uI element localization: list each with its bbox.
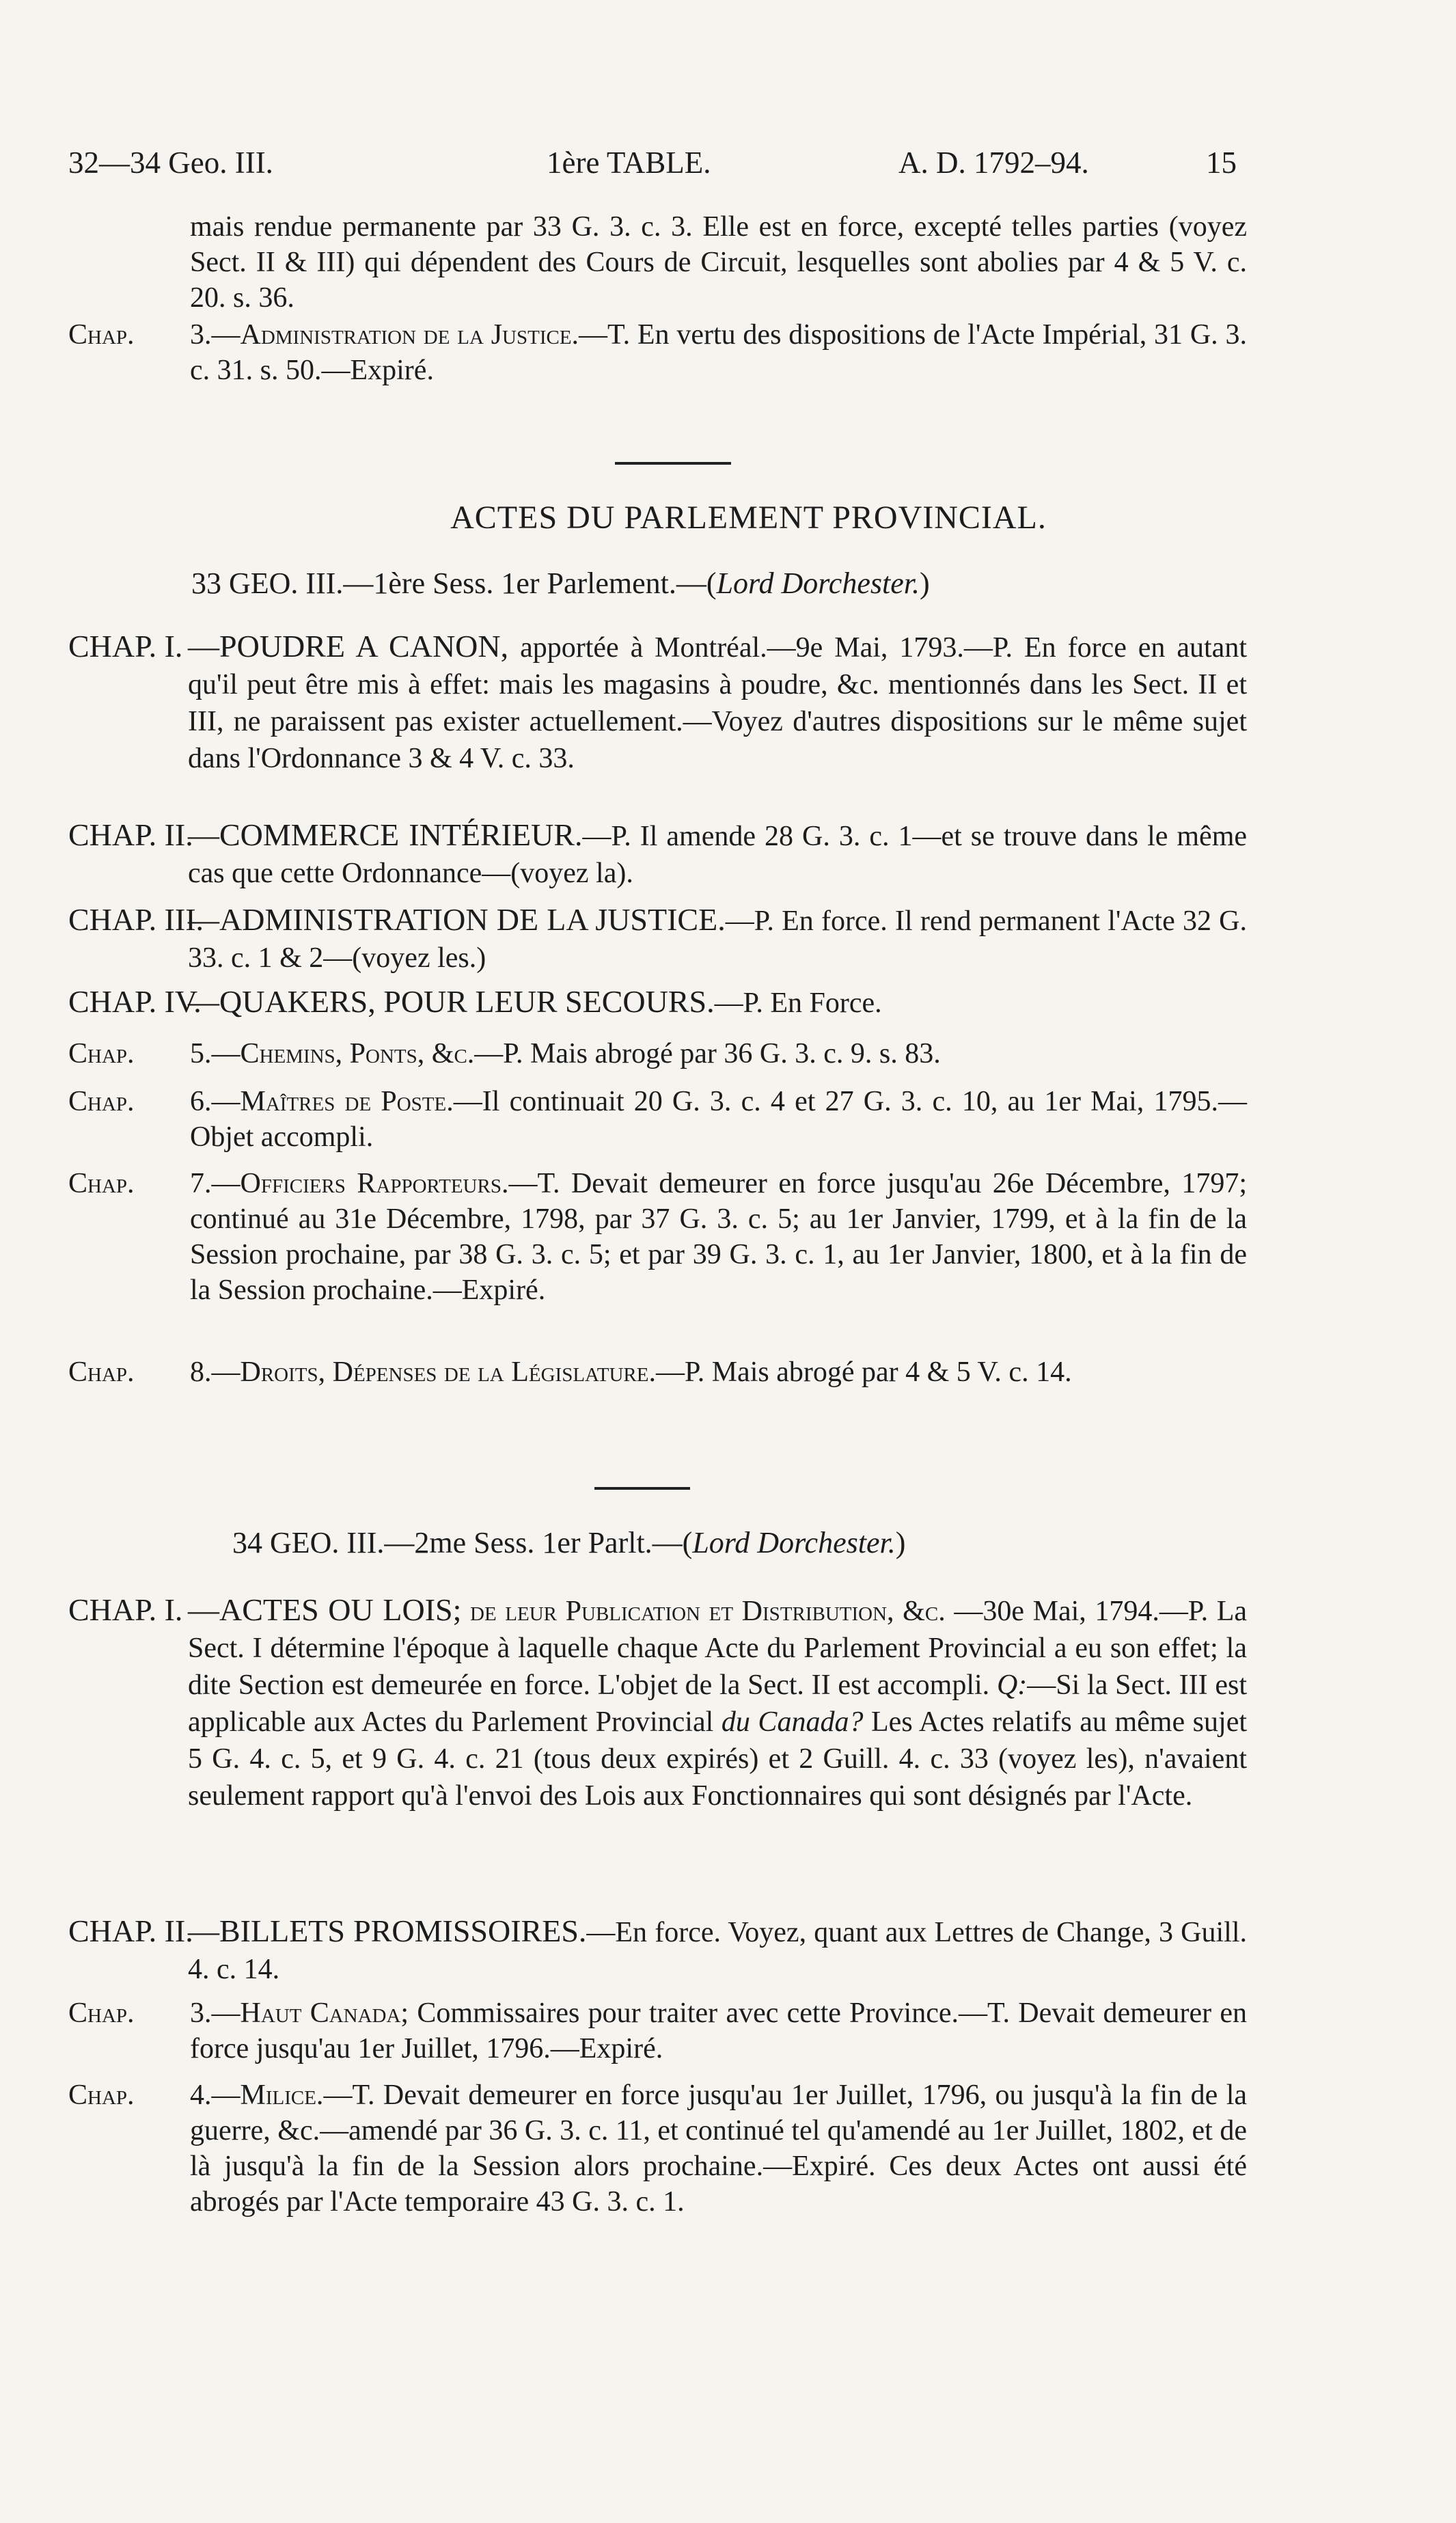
s1-chap-3-label: CHAP. III.	[68, 902, 204, 937]
s2-chap-3-title: 3.—Haut Canada;	[190, 1997, 409, 2029]
s1-chap-5-title: 5.—Chemins, Ponts, &c.	[190, 1038, 475, 1069]
page-number: 15	[1206, 146, 1237, 180]
session-1-close: )	[919, 567, 930, 600]
s1-chap-1-text: apportée à Montréal.—9e Mai, 1793.—P. En force en autant qu'il peut être mis à effet: mais les magasins à poudre, &c. mentionnés dans les Sect. II et III, ne paraissent pas exister actuellement.—Voyez d'autres dispositions sur le même sujet dans l'Ordonnance 3 & 4 V. c. 33.	[188, 632, 1247, 774]
s1-chap-8-label: Chap.	[68, 1356, 135, 1388]
s1-chap-7-label: Chap.	[68, 1168, 135, 1199]
s1-chap-2-label: CHAP. II.	[68, 817, 193, 852]
s1-chap-7-title: 7.—Officiers Rapporteurs.	[190, 1168, 509, 1199]
s2-chap-4-text: —T. Devait demeurer en force jusqu'au 1er Juillet, 1796, ou jusqu'à la fin de la guerre, &c.—amendé par 36 G. 3. c. 11, et continué tel qu'amendé au 1er Juillet, 1802, et de là jusqu'à la fin de la Session alors prochaine.—Expiré. Ces deux Actes ont aussi été abrogés par l'Acte temporaire 43 G. 3. c. 1.	[190, 2079, 1247, 2218]
s2-chap-2-title: —BILLETS PROMISSOIRES.	[188, 1913, 587, 1948]
s1-chap-6-text: —Il continuait 20 G. 3. c. 4 et 27 G. 3. c. 10, au 1er Mai, 1795.—Objet accompli.	[190, 1086, 1247, 1153]
s1-chap-2-title: —COMMERCE INTÉRIEUR.	[188, 817, 583, 852]
s1-chap-6-title: 6.—Maîtres de Poste.	[190, 1086, 454, 1117]
running-head-right: A. D. 1792–94.	[898, 146, 1089, 180]
s2-chap-4-title: 4.—Milice.	[190, 2079, 324, 2111]
s1-chap-6-label: Chap.	[68, 1086, 135, 1117]
s1-chap-5-label: Chap.	[68, 1038, 135, 1069]
session-2-text: 34 GEO. III.—2me Sess. 1er Parlt.—(	[232, 1526, 693, 1559]
chap-text: —T. En vertu des dispositions de l'Acte Impérial, 31 G. 3. c. 31. s. 50.—Expiré.	[190, 319, 1247, 386]
section-divider	[615, 462, 731, 465]
s1-chap-1-title: —POUDRE A CANON,	[188, 629, 509, 664]
s1-chap-4-title: —QUAKERS, POUR LEUR SECOURS.	[188, 984, 715, 1019]
s1-chap-2-text: —P. Il amende 28 G. 3. c. 1—et se trouve dans le même cas que cette Ordonnance—(voyez la).	[188, 821, 1248, 889]
s1-chap-4-text: —P. En Force.	[714, 987, 882, 1019]
session-2-governor: Lord Dorchester.	[692, 1526, 896, 1559]
s2-chap-2-text: —En force. Voyez, quant aux Lettres de Change, 3 Guill. 4. c. 14.	[188, 1917, 1247, 1985]
s2-chap-1-q: Q:	[996, 1669, 1028, 1701]
section-heading: ACTES DU PARLEMENT PROVINCIAL.	[450, 500, 1047, 536]
s2-chap-1-text-b: —Si la Sect. III est applicable aux Actes du Parlement Provincial	[188, 1669, 1248, 1738]
s2-chap-1-title: —ACTES OU LOIS;	[188, 1592, 462, 1627]
running-head-center: 1ère TABLE.	[547, 146, 711, 180]
s2-chap-3-text: Commissaires pour traiter avec cette Province.—T. Devait demeurer en force jusqu'au 1er Juillet, 1796.—Expiré.	[190, 1997, 1247, 2064]
s2-chap-1-text-a: —30e Mai, 1794.—P. La Sect. I détermine l'époque à laquelle chaque Acte du Parlement Provincial a eu son effet; la dite Section est demeurée en force. L'objet de la Sect. II est accompli.	[188, 1596, 1248, 1701]
chap-number: 3.	[190, 319, 212, 351]
s2-chap-2-label: CHAP. II.	[68, 1913, 193, 1948]
s1-chap-3-text: —P. En force. Il rend permanent l'Acte 32 G. 33. c. 1 & 2—(voyez les.)	[188, 905, 1247, 974]
s2-chap-4-label: Chap.	[68, 2079, 135, 2111]
session-1-heading	[191, 564, 930, 603]
s2-chap-1-text-c: Les Actes relatifs au même sujet 5 G. 4. c. 5, et 9 G. 4. c. 21 (tous deux expirés) et 2 Guill. 4. c. 33 (voyez les), n'avaient seulement rapport qu'à l'envoi des Lois aux Fonctionnaires qui sont désignés par l'Acte.	[188, 1706, 1248, 1812]
s1-chap-1-label: CHAP. I.	[68, 629, 183, 664]
s2-chap-3-label: Chap.	[68, 1997, 135, 2029]
session-2-close: )	[895, 1526, 906, 1559]
session-2-heading	[232, 1524, 905, 1562]
s1-chap-7-text: —T. Devait demeurer en force jusqu'au 26e Décembre, 1797; continué au 31e Décembre, 1798, par 37 G. 3. c. 5; au 1er Janvier, 1799, et à la fin de la Session prochaine, par 38 G. 3. c. 5; et par 39 G. 3. c. 1, au 1er Janvier, 1800, et à la fin de la Session prochaine.—Expiré.	[190, 1168, 1247, 1306]
s2-chap-1-label: CHAP. I.	[68, 1592, 183, 1627]
continuation-paragraph: mais rendue permanente par 33 G. 3. c. 3. Elle est en force, excepté telles parties (voyez Sect. II & III) qui dépendent des Cours de Circuit, lesquelles sont abolies par 4 & 5 V. c. 20. s. 36.	[190, 211, 1247, 314]
session-divider	[594, 1487, 690, 1490]
s1-chap-5-text: —P. Mais abrogé par 36 G. 3. c. 9. s. 83.	[474, 1038, 941, 1069]
document-page: 32—34 Geo. III. 1ère TABLE. A. D. 1792–94. 15 mais rendue permanente par 33 G. 3. c. 3. Elle est en force, excepté telles parties (voyez Sect. II & III) qui dépendent des Cours de Circuit, lesquelles sont abolies par 4 & 5 V. c. 20. s. 36. Chap. 3.—Administration de la Justice.—T. En vertu des dispositions de l'Acte Impérial, 31 G. 3. c. 31. s. 50.—Expiré. ACTES DU PARLEMENT PROVINCIAL. 33 GEO. III.—1ère Sess. 1er Parlement.—(Lord Dorchester.) CHAP. I. —POUDRE A CANON, apportée à Montréal.—9e Mai, 1793.—P. En force en autant qu'il peut être mis à effet: mais les magasins à poudre, &c. mentionnés dans les Sect. II et III, ne paraissent pas exister actuellement.—Voyez d'autres dispositions sur le même sujet dans l'Ordonnance 3 & 4 V. c. 33. CHAP. II. —COMMERCE INTÉRIEUR.—P. Il amende 28 G. 3. c. 1—et se trouve dans le même cas que cette Ordonnance—(voyez la). CHAP. III. —ADMINISTRATION DE LA JUSTICE.—P. En force. Il rend permanent l'Acte 32 G. 33. c. 1 & 2—(voyez les.) CHAP. IV. —QUAKERS, POUR LEUR SECOURS.—P. En Force. Chap. 5.—Chemins, Ponts, &c.—P. Mais abrogé par 36 G. 3. c. 9. s. 83. Chap. 6.—Maîtres de Poste.—Il continuait 20 G. 3. c. 4 et 27 G. 3. c. 10, au 1er Mai, 1795.—Objet accompli. Chap. 7.—Officiers Rapporteurs.—T. Devait demeurer en force jusqu'au 26e Décembre, 1797; continué au 31e Décembre, 1798, par 37 G. 3. c. 5; au 1er Janvier, 1799, et à la fin de la Session prochaine, par 38 G. 3. c. 5; et par 39 G. 3. c. 1, au 1er Janvier, 1800, et à la fin de la Session prochaine.—Expiré. Chap. 8.—Droits, Dépenses de la Législature.—P. Mais abrogé par 4 & 5 V. c. 14. 34 GEO. III.—2me Sess. 1er Parlt.—(Lord Dorchester.) CHAP. I. —ACTES OU LOIS; de leur Publication et Distribution, &c. —30e Mai, 1794.—P. La Sect. I détermine l'époque à laquelle chaque Acte du Parlement Provincial a eu son effet; la dite Section est demeurée en force. L'objet de la Sect. II est accompli. Q:—Si la Sect. III est applicable aux Actes du Parlement Provincial du Canada? Les Actes relatifs au même sujet 5 G. 4. c. 5, et 9 G. 4. c. 21 (tous deux expirés) et 2 Guill. 4. c. 33 (voyez les), n'avaient seulement rapport qu'à l'envoi des Lois aux Fonctionnaires qui sont désignés par l'Acte. CHAP. II. —BILLETS PROMISSOIRES.—En force. Voyez, quant aux Lettres de Change, 3 Guill. 4. c. 14. Chap. 3.—Haut Canada; Commissaires pour traiter avec cette Province.—T. Devait demeurer en force jusqu'au 1er Juillet, 1796.—Expiré. Chap. 4.—Milice.—T. Devait demeurer en force jusqu'au 1er Juillet, 1796, ou jusqu'à la fin de la guerre, &c.—amendé par 36 G. 3. c. 11, et continué tel qu'amendé au 1er Juillet, 1802, et de là jusqu'à la fin de la Session alors prochaine.—Expiré. Ces deux Actes ont aussi été abrogés par l'Acte temporaire 43 G. 3. c. 1.	[0, 0, 1456, 2523]
s1-chap-4-label: CHAP. IV.	[68, 984, 202, 1019]
s2-chap-1-italic: du Canada?	[721, 1706, 864, 1738]
s2-chap-1-subtitle: de leur Publication et Distribution, &c.	[461, 1596, 946, 1627]
s1-chap-3-title: —ADMINISTRATION DE LA JUSTICE.	[188, 902, 726, 937]
chap-title: Administration de la Justice.	[240, 319, 579, 351]
session-1-text: 33 GEO. III.—1ère Sess. 1er Parlement.—(	[191, 567, 717, 600]
s1-chap-8-title: 8.—Droits, Dépenses de la Législature.	[190, 1356, 656, 1388]
running-head-left: 32—34 Geo. III.	[68, 146, 273, 180]
session-1-governor: Lord Dorchester.	[716, 567, 920, 600]
s1-chap-8-text: —P. Mais abrogé par 4 & 5 V. c. 14.	[656, 1356, 1072, 1388]
chap-label: Chap.	[68, 319, 135, 351]
